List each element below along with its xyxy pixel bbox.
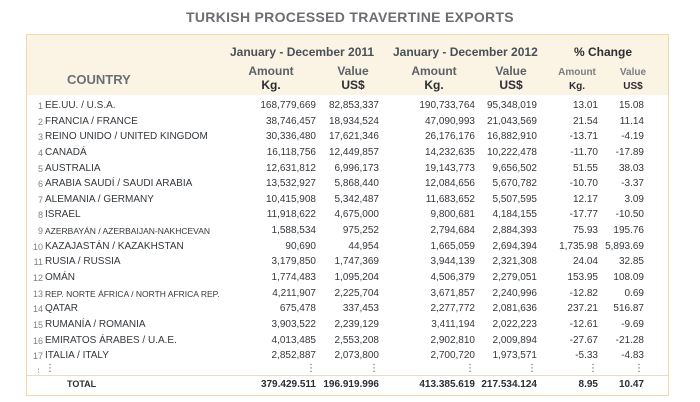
pct-kg: 1,735.98 (559, 240, 598, 252)
pct-usd: 15.08 (618, 100, 644, 111)
row-number: 8 (37, 210, 43, 221)
pct-kg: 75.93 (572, 225, 598, 237)
kg-2012: 19,143,773 (424, 162, 475, 174)
table-row (27, 287, 668, 303)
row-number: 10 (32, 241, 43, 252)
pct-kg: 51.55 (572, 162, 598, 174)
usd-2012: 2,884,393 (492, 225, 537, 237)
country-name: ITALIA / ITALY (45, 350, 109, 362)
usd-2011: 12,449,857 (328, 146, 379, 158)
kg-2012: 2,794,684 (430, 225, 475, 237)
usd-2011: 2,239,129 (334, 318, 379, 330)
kg-2011: 675,478 (279, 303, 316, 315)
country-name: QATAR (45, 303, 78, 315)
row-number: 15 (32, 319, 43, 330)
country-name: EE.UU. / U.S.A. (45, 100, 116, 111)
usd-2011: 975,252 (342, 225, 379, 237)
pct-kg: 237.21 (567, 303, 598, 315)
amount-2011-header: Amount Kg. (248, 64, 294, 92)
table-row (27, 271, 668, 287)
pct-kg: -10.70 (569, 178, 598, 190)
usd-2012: 2,081,636 (492, 303, 537, 315)
usd-2011: 2,553,208 (334, 334, 379, 346)
ellipsis-c3: ⋮ (465, 362, 475, 374)
page-title: TURKISH PROCESSED TRAVERTINE EXPORTS (186, 9, 514, 25)
kg-2011: 3,903,522 (271, 318, 316, 330)
table-row (27, 318, 668, 334)
usd-2011: 6,996,173 (334, 162, 379, 174)
usd-2012: 16,882,910 (486, 131, 537, 143)
period-2012-heading: January - December 2012 (393, 45, 538, 59)
row-number: 2 (37, 116, 43, 127)
table-header (27, 35, 668, 95)
kg-2012: 26,176,176 (424, 131, 475, 143)
country-name: REP. NORTE ÁFRICA / NORTH AFRICA REP. (45, 288, 220, 299)
pct-usd: -21.28 (615, 334, 644, 346)
kg-2012: 11,683,652 (425, 193, 475, 205)
kg-2012: 190,733,764 (419, 100, 475, 111)
ellipsis-c4: ⋮ (527, 362, 537, 374)
row-number: 5 (37, 163, 43, 174)
usd-2011: 2,073,800 (334, 350, 379, 362)
pct-usd: 32.85 (618, 256, 644, 268)
pct-usd: -9.69 (621, 318, 644, 330)
kg-2011: 12,631,812 (265, 162, 316, 174)
table-row (27, 224, 668, 240)
usd-2011: 82,853,337 (328, 100, 379, 111)
usd-2012: 1,973,571 (492, 350, 537, 362)
kg-2012: 3,671,857 (430, 287, 475, 299)
kg-2012: 12,084,656 (424, 178, 475, 190)
table-row (27, 146, 668, 162)
total-row (27, 375, 668, 394)
table-row (27, 162, 668, 178)
table-body (27, 99, 668, 379)
row-number: 16 (32, 335, 43, 346)
usd-2012: 2,279,051 (492, 272, 537, 284)
ellipsis-c1: ⋮ (306, 362, 316, 374)
kg-2012: 1,665,059 (430, 240, 475, 252)
table-row (27, 99, 668, 115)
total-kg-2012: 413.385.619 (419, 379, 475, 390)
kg-2011: 3,179,850 (271, 256, 316, 268)
country-name: ARABIA SAUDÍ / SAUDI ARABIA (45, 178, 193, 190)
value-2011-header: Value US$ (337, 64, 369, 92)
period-2011-heading: January - December 2011 (230, 45, 375, 59)
kg-2011: 10,415,908 (265, 193, 316, 205)
row-number: 14 (32, 304, 43, 315)
kg-2012: 9,800,681 (430, 209, 475, 221)
total-usd-2011: 196.919.996 (323, 379, 379, 390)
pct-usd: -10.50 (615, 209, 644, 221)
pct-kg: 13.01 (572, 100, 598, 111)
usd-2012: 2,009,894 (492, 334, 537, 346)
ellipsis-country: ⋮ (45, 362, 55, 374)
pct-usd: -4.83 (621, 350, 644, 362)
pct-usd: -3.37 (621, 178, 644, 190)
ellipsis-num: ⋮ (34, 366, 43, 377)
value-2012-header: Value US$ (495, 64, 527, 92)
pct-amount-header: Amount Kg. (558, 67, 596, 92)
kg-2012: 47,090,993 (424, 115, 475, 127)
row-number: 6 (37, 179, 43, 190)
country-name: OMÁN (45, 272, 75, 284)
usd-2011: 337,453 (342, 303, 379, 315)
table-row (27, 193, 668, 209)
pct-usd: 11.14 (619, 115, 644, 127)
usd-2012: 10,222,478 (486, 146, 537, 158)
pct-usd: 3.09 (624, 193, 644, 205)
usd-2011: 2,225,704 (334, 287, 379, 299)
pct-kg: -13.71 (569, 131, 598, 143)
table-row (27, 255, 668, 271)
pct-kg: 24.04 (572, 256, 598, 268)
table-row (27, 302, 668, 318)
kg-2011: 38,746,457 (265, 115, 316, 127)
pct-kg: -11.70 (570, 146, 598, 158)
country-name: AZERBAYÁN / AZERBAIJAN-NAKHCEVAN (45, 226, 210, 237)
country-name: FRANCIA / FRANCE (45, 115, 138, 127)
country-name: KAZAJASTÁN / KAZAKHSTAN (45, 240, 184, 252)
kg-2012: 4,506,379 (430, 272, 475, 284)
usd-2011: 44,954 (348, 240, 379, 252)
usd-2012: 2,240,996 (492, 287, 537, 299)
pct-usd: 516.87 (613, 303, 644, 315)
row-number: 9 (37, 226, 43, 237)
usd-2012: 2,321,308 (492, 256, 537, 268)
usd-2012: 21,043,569 (486, 115, 537, 127)
kg-2012: 2,700,720 (430, 350, 475, 362)
country-name: CANADÁ (45, 146, 87, 158)
row-number: 1 (37, 101, 43, 111)
row-number: 11 (33, 257, 43, 268)
kg-2011: 2,852,887 (271, 350, 316, 362)
pct-usd: 195.76 (613, 225, 644, 237)
pct-kg: 12.17 (572, 193, 598, 205)
ellipsis-c6: ⋮ (634, 362, 644, 374)
country-name: ISRAEL (45, 209, 81, 221)
country-name: RUMANÍA / ROMANIA (45, 318, 146, 330)
pct-usd: 5,893.69 (605, 240, 644, 252)
pct-kg: 153.95 (567, 272, 598, 284)
table-row (27, 349, 668, 365)
exports-table (26, 34, 669, 396)
total-label: TOTAL (67, 379, 97, 389)
row-number: 7 (37, 194, 43, 205)
pct-kg: -17.77 (569, 209, 598, 221)
ellipsis-c2: ⋮ (369, 362, 379, 374)
usd-2011: 1,095,204 (334, 272, 379, 284)
country-name: AUSTRALIA (45, 162, 101, 174)
pct-usd: -4.19 (621, 131, 644, 143)
pct-usd: 108.09 (613, 272, 644, 284)
row-number: 13 (32, 288, 43, 299)
kg-2012: 2,902,810 (430, 334, 475, 346)
kg-2012: 3,944,139 (430, 256, 475, 268)
total-pct-usd: 10.47 (618, 379, 644, 390)
usd-2011: 17,621,346 (328, 131, 379, 143)
usd-2011: 1,747,369 (334, 256, 379, 268)
usd-2011: 5,342,487 (334, 193, 379, 205)
kg-2011: 16,118,756 (266, 146, 316, 158)
country-name: ALEMANIA / GERMANY (45, 193, 154, 205)
kg-2012: 3,411,194 (431, 318, 475, 330)
pct-kg: 21.54 (572, 115, 598, 127)
usd-2012: 5,670,782 (492, 178, 537, 190)
total-usd-2012: 217.534.124 (481, 379, 537, 390)
kg-2011: 4,211,907 (272, 287, 316, 299)
usd-2012: 5,507,595 (492, 193, 537, 205)
table-row (27, 115, 668, 131)
usd-2012: 95,348,019 (486, 100, 537, 111)
kg-2011: 30,336,480 (265, 131, 316, 143)
table-row (27, 177, 668, 193)
kg-2011: 13,532,927 (265, 178, 316, 190)
country-name: REINO UNIDO / UNITED KINGDOM (45, 131, 208, 143)
row-number: 12 (32, 273, 43, 284)
usd-2012: 2,022,223 (492, 318, 537, 330)
kg-2011: 90,690 (285, 240, 316, 252)
kg-2011: 11,918,622 (266, 209, 316, 221)
pct-change-heading: % Change (574, 45, 633, 59)
pct-usd: 0.69 (624, 287, 644, 299)
kg-2011: 168,779,669 (260, 100, 316, 111)
usd-2011: 18,934,524 (328, 115, 379, 127)
country-name: EMIRATOS ÁRABES / U.A.E. (45, 334, 177, 346)
country-column-header: COUNTRY (67, 72, 131, 87)
total-kg-2011: 379.429.511 (260, 379, 316, 390)
kg-2012: 2,277,772 (430, 303, 475, 315)
pct-kg: -12.61 (569, 318, 598, 330)
total-pct-kg: 8.95 (578, 379, 598, 390)
row-number: 4 (37, 147, 43, 158)
country-name: RUSIA / RUSSIA (45, 256, 121, 268)
ellipsis-c5: ⋮ (588, 362, 598, 374)
kg-2011: 4,013,485 (271, 334, 316, 346)
row-number: 3 (37, 132, 43, 143)
pct-value-header: Value US$ (619, 67, 647, 92)
row-number: 17 (32, 351, 43, 362)
usd-2012: 9,656,502 (492, 162, 537, 174)
usd-2012: 4,184,155 (492, 209, 537, 221)
table-row (27, 240, 668, 256)
table-row (27, 130, 668, 146)
kg-2011: 1,588,534 (271, 225, 316, 237)
usd-2011: 5,868,440 (334, 178, 379, 190)
table-row (27, 208, 668, 224)
table-row (27, 334, 668, 350)
pct-kg: -27.67 (569, 334, 598, 346)
kg-2012: 14,232,635 (424, 146, 475, 158)
kg-2011: 1,774,483 (271, 272, 316, 284)
pct-kg: -12.82 (569, 287, 598, 299)
pct-usd: -17.89 (615, 146, 644, 158)
usd-2011: 4,675,000 (334, 209, 379, 221)
amount-2012-header: Amount Kg. (411, 64, 457, 92)
usd-2012: 2,694,394 (492, 240, 537, 252)
pct-kg: -5.33 (575, 350, 598, 362)
pct-usd: 38.03 (618, 162, 644, 174)
